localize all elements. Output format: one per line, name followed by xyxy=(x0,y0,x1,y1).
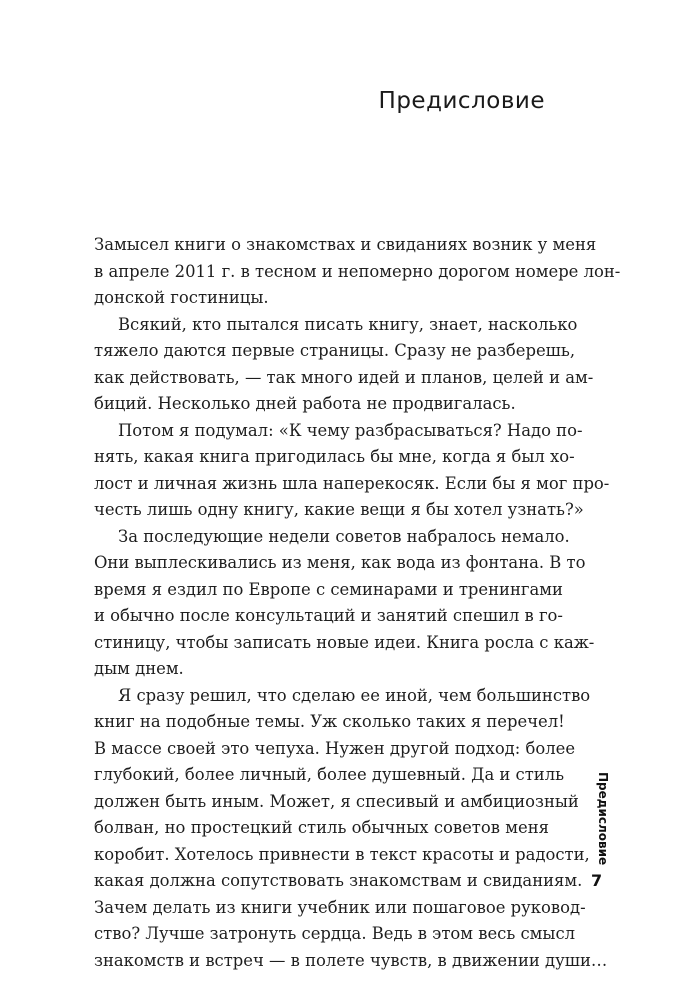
text-line: честь лишь одну книгу, какие вещи я бы хотел узнать?» xyxy=(94,500,584,519)
text-line: стиницу, чтобы записать новые идеи. Книга росла с каж- xyxy=(94,632,595,652)
text-line: нять, какая книга пригодилась бы мне, когда я был хо- xyxy=(94,447,575,466)
text-line: должен быть иным. Может, я спесивый и амбициозный xyxy=(94,791,579,811)
text-line: и обычно после консультаций и занятий спешил в го- xyxy=(94,606,563,625)
text-line: знакомств и встреч — в полете чувств, в движении души… xyxy=(94,950,608,970)
text-line: глубокий, более личный, более душевный. Да и стиль xyxy=(94,765,565,784)
text-line: Всякий, кто пытался писать книгу, знает, насколько xyxy=(118,314,578,334)
text-line: болван, но простецкий стиль обычных советов меня xyxy=(94,818,549,837)
text-line: лост и личная жизнь шла наперекосяк. Если бы я мог про- xyxy=(94,473,610,493)
text-line: ство? Лучше затронуть сердца. Ведь в этом весь смысл xyxy=(94,924,576,943)
text-line: как действовать, — так много идей и планов, целей и ам- xyxy=(94,367,594,387)
text-line: донской гостиницы. xyxy=(94,288,269,307)
paragraph-2 xyxy=(94,312,594,418)
text-line: коробит. Хотелось привнести в текст красоты и радости, xyxy=(94,844,590,864)
page-number: 7 xyxy=(591,871,603,890)
text-line: книг на подобные темы. Уж сколько таких я перечел! xyxy=(94,712,565,731)
text-line: тяжело даются первые страницы. Сразу не разберешь, xyxy=(94,341,576,360)
paragraph-3 xyxy=(94,418,610,524)
paragraph-4 xyxy=(94,524,595,683)
text-line: Замысел книги о знакомствах и свиданиях возник у меня xyxy=(94,235,597,254)
text-line: какая должна сопутствовать знакомствам и свиданиям. xyxy=(94,871,583,890)
chapter-title: Предисловие xyxy=(378,88,545,114)
text-line: Я сразу решил, что сделаю ее иной, чем большинство xyxy=(118,685,591,705)
text-line: За последующие недели советов набралось немало. xyxy=(118,526,570,546)
text-line: Они выплескивались из меня, как вода из фонтана. В то xyxy=(94,553,586,572)
text-line: В массе своей это чепуха. Нужен другой подход: более xyxy=(94,738,576,758)
text-line: биций. Несколько дней работа не продвигалась. xyxy=(94,394,516,413)
running-head: Предисловие xyxy=(596,772,610,866)
paragraph-1 xyxy=(94,232,621,312)
text-line: Потом я подумал: «К чему разбрасываться? Надо по- xyxy=(118,420,583,440)
text-line: в апреле 2011 г. в тесном и непомерно дорогом номере лон- xyxy=(94,261,621,281)
text-line: время я ездил по Европе с семинарами и тренингами xyxy=(94,579,563,599)
text-line: дым днем. xyxy=(94,659,184,678)
text-line: Зачем делать из книги учебник или пошаговое руковод- xyxy=(94,897,586,917)
